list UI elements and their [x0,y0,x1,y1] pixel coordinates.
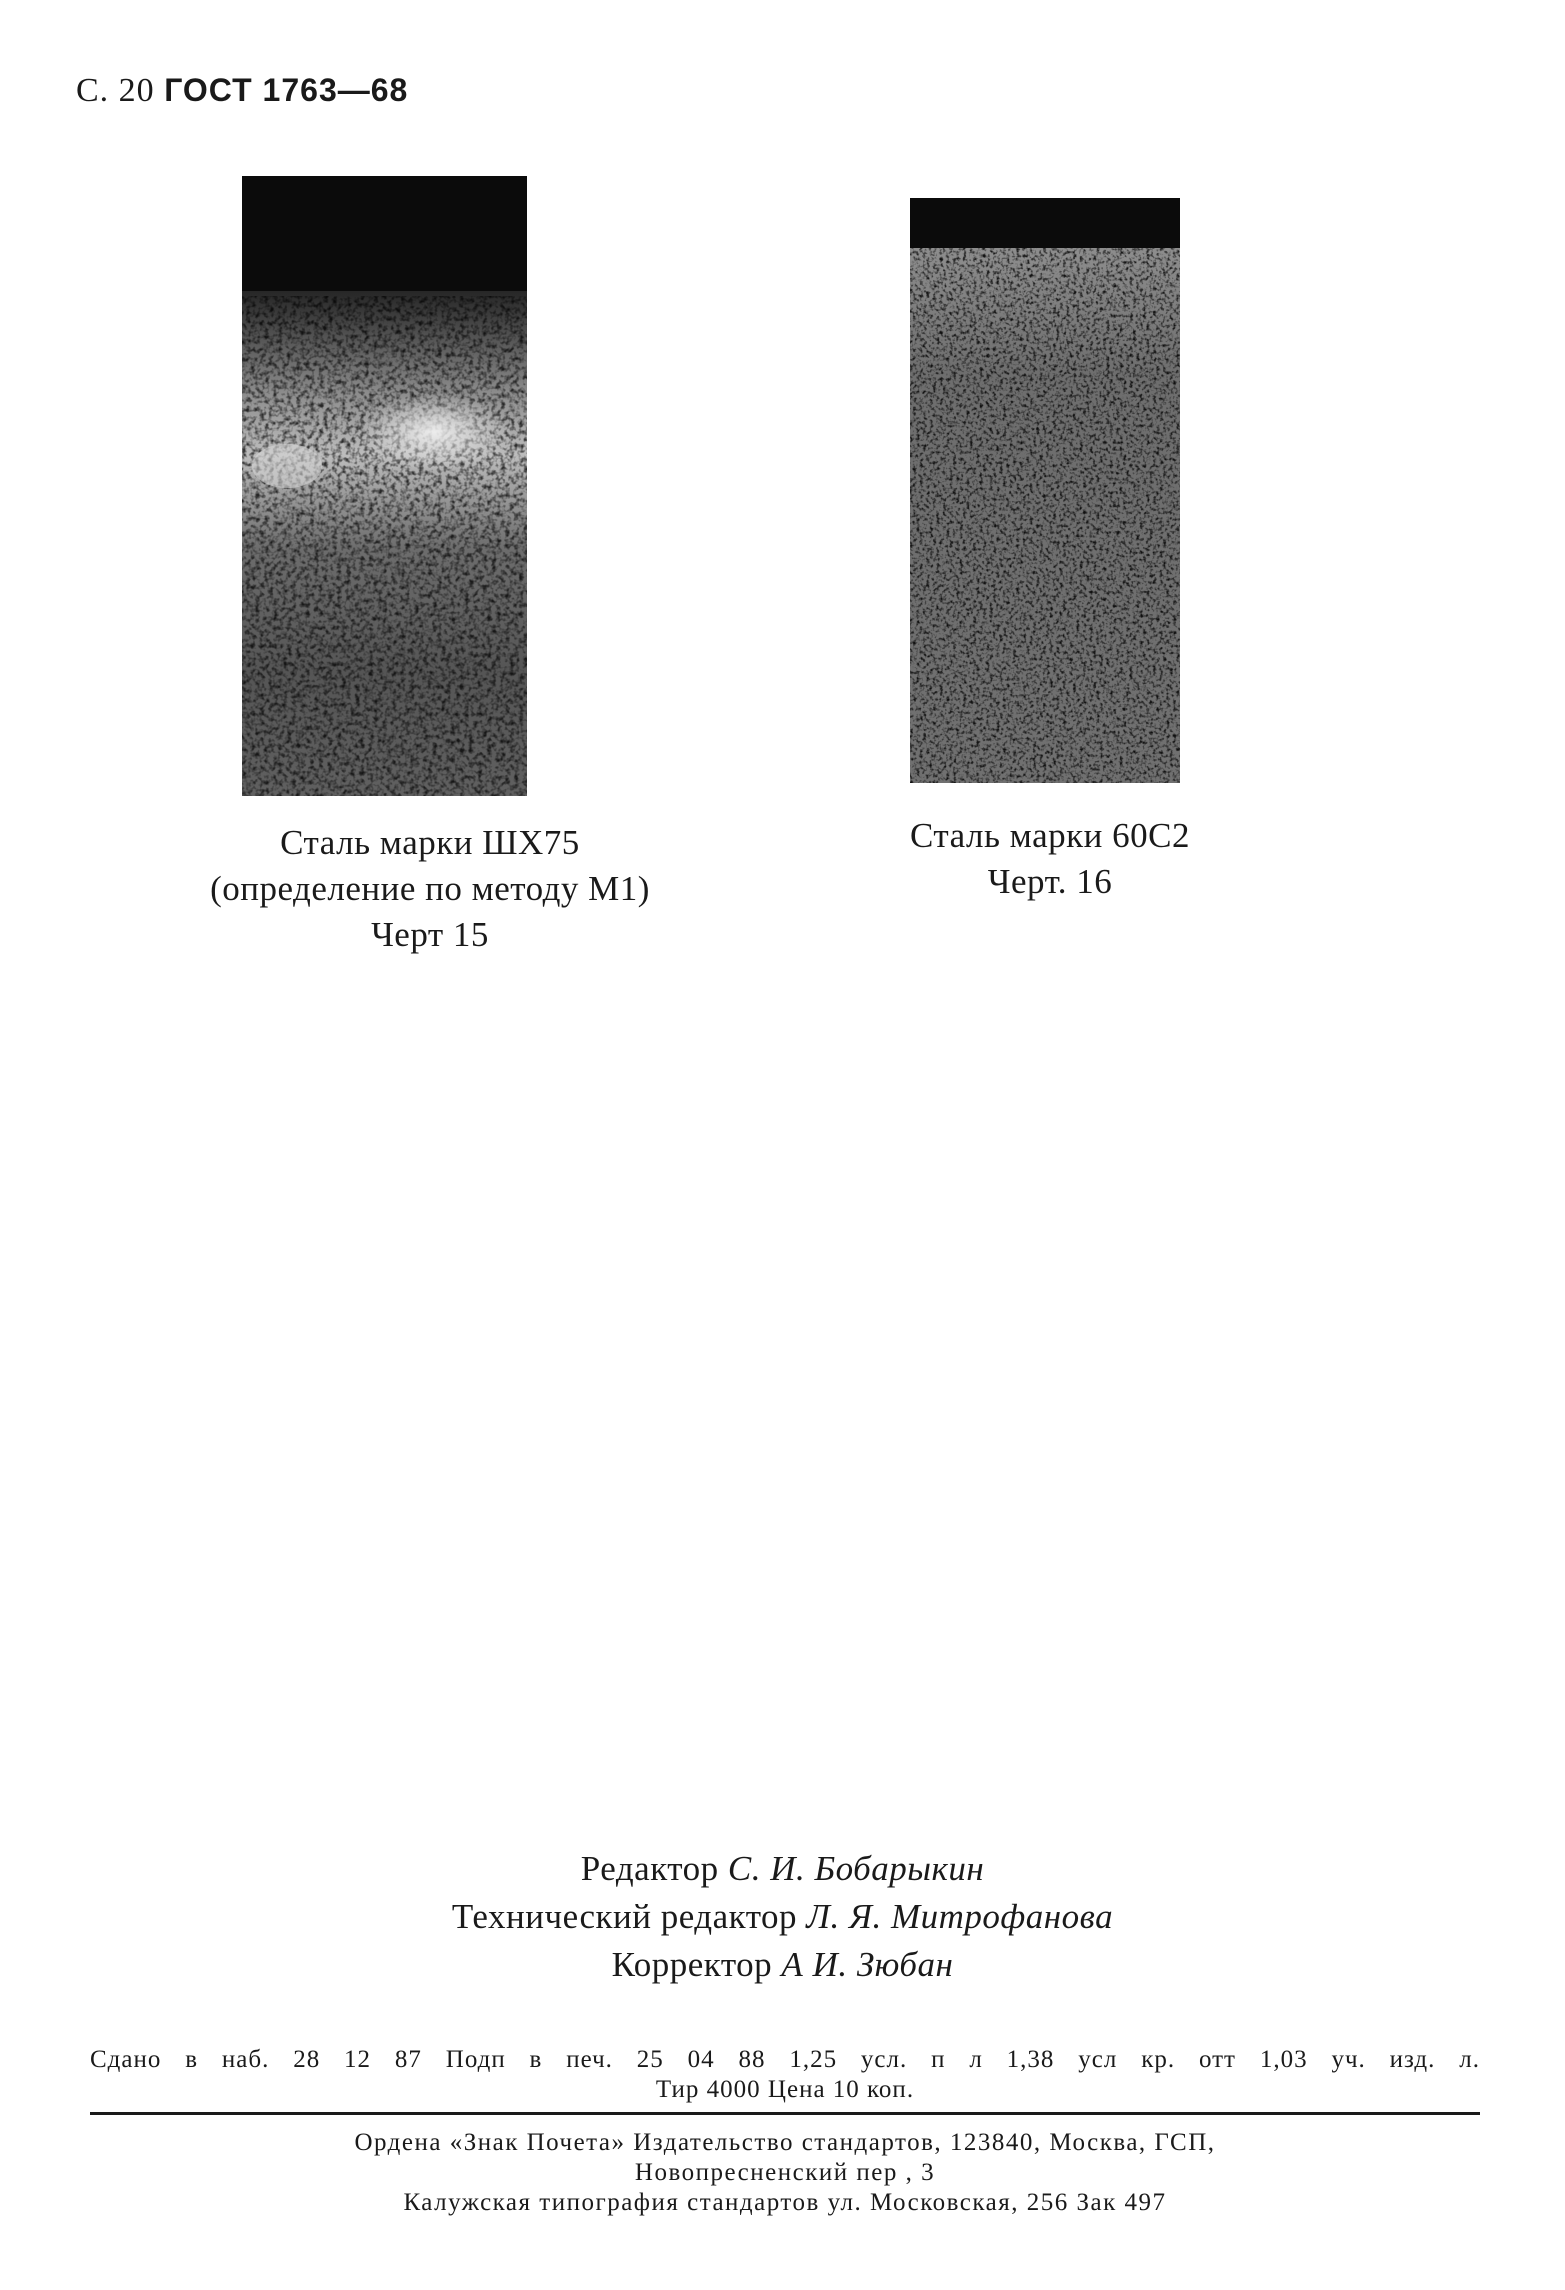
editor-name: С. И. Бобарыкин [727,1849,985,1888]
publisher-info [90,2128,1480,2218]
standard-number: ГОСТ 1763—68 [164,72,409,108]
caption-line: Черт. 16 [987,862,1113,901]
figure-15-caption [200,820,660,958]
imprint-line: Сдано в наб. 28 12 87 Подп в печ. 25 04 88 1,25 усл. п л 1,38 усл кр. отт 1,03 уч. изд. л. [90,2046,1480,2073]
micrograph-image [242,176,527,796]
micrograph-image [910,198,1180,783]
caption-line: Сталь марки ШХ75 [280,823,580,862]
figure-15 [200,176,660,958]
figure-16 [850,198,1250,905]
corrector-role: Корректор [611,1945,773,1984]
editor-line [0,1845,1565,1893]
publisher-line: Ордена «Знак Почета» Издательство стандартов, 123840, Москва, ГСП, [354,2129,1216,2156]
corrector-name: А И. Зюбан [781,1945,954,1984]
divider [90,2112,1480,2115]
caption-line: (определение по методу М1) [210,869,650,908]
editorial-credits [0,1845,1565,1989]
tech-editor-role: Технический редактор [451,1897,798,1936]
imprint-line: Тир 4000 Цена 10 коп. [655,2076,915,2103]
publisher-line: Новопресненский пер , 3 [634,2159,936,2186]
tech-editor-name: Л. Я. Митрофанова [806,1897,1114,1936]
caption-line: Черт 15 [371,915,489,954]
figure-16-caption [850,813,1250,905]
page-number: С. 20 [76,72,155,109]
page-header [76,72,408,110]
publisher-line: Калужская типография стандартов ул. Московская, 256 Зак 497 [403,2189,1167,2216]
tech-editor-line [0,1893,1565,1941]
corrector-line [0,1941,1565,1989]
caption-line: Сталь марки 60С2 [910,816,1190,855]
editor-role: Редактор [580,1849,719,1888]
print-imprint [90,2045,1480,2105]
